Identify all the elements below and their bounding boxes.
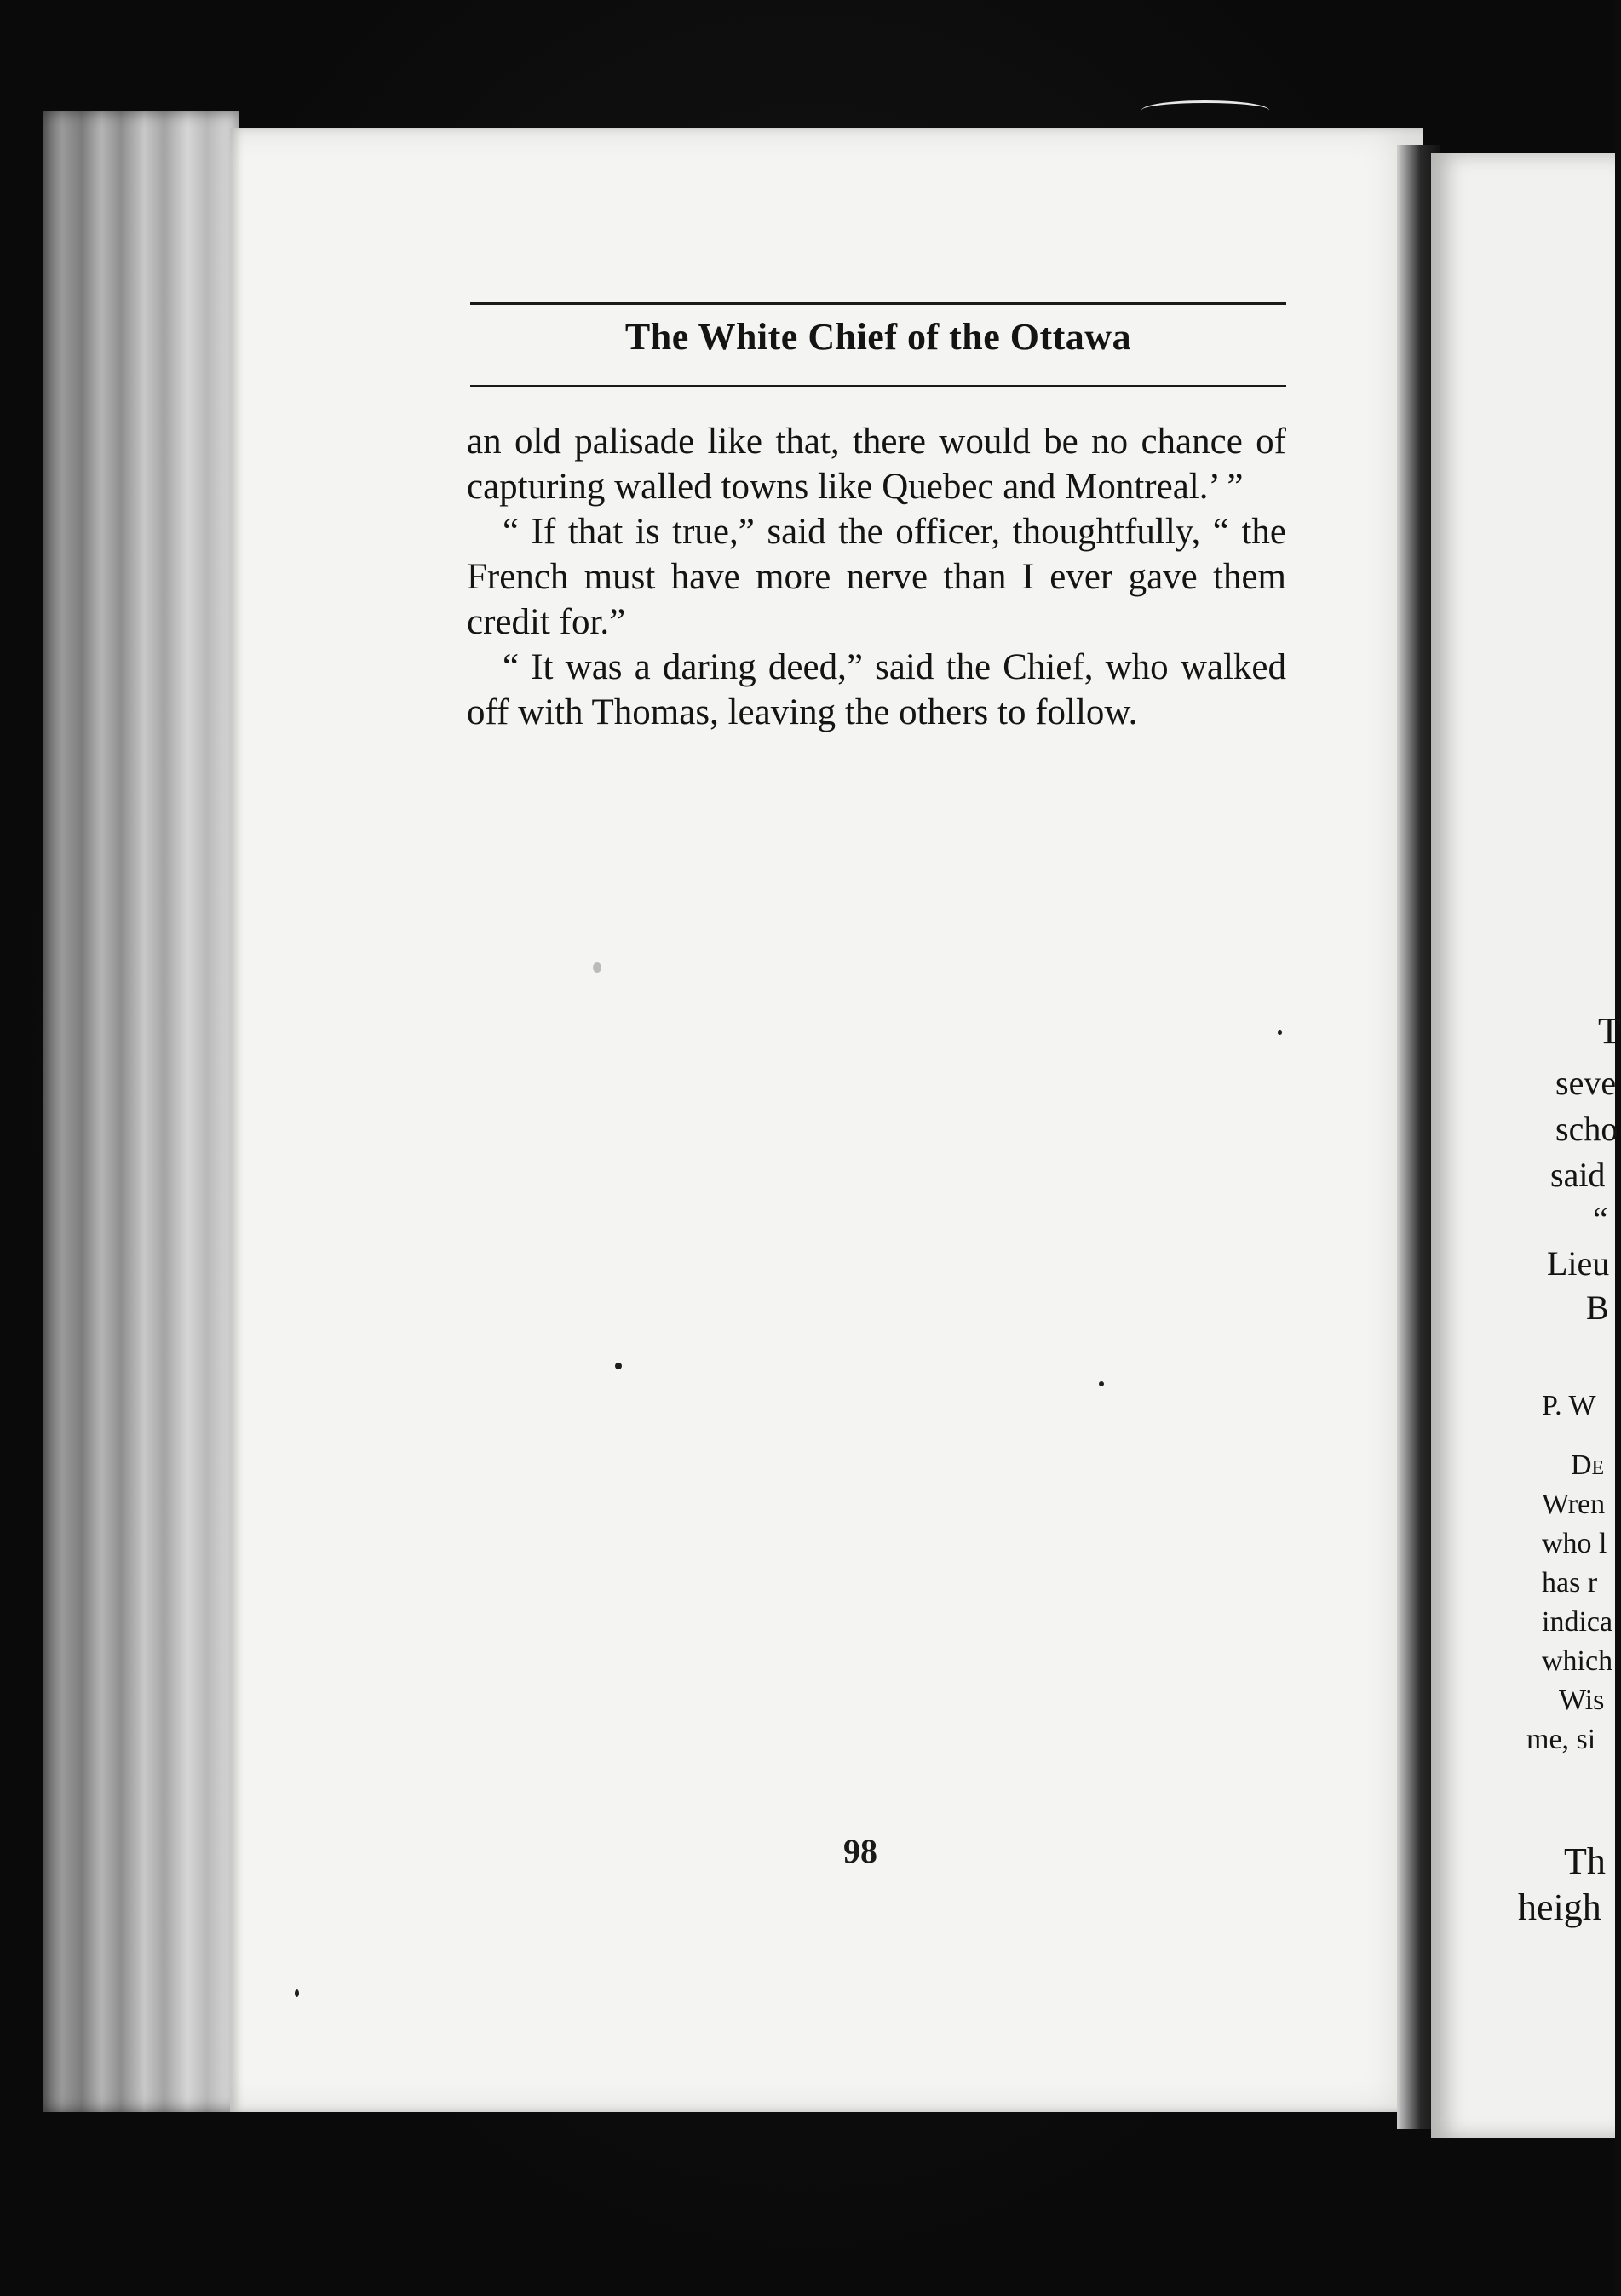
body-text bbox=[467, 419, 1286, 735]
header-rule-top bbox=[470, 302, 1286, 305]
right-page-fragment: said bbox=[1550, 1156, 1606, 1194]
page-number: 98 bbox=[843, 1832, 877, 1870]
dust-speck bbox=[1278, 1030, 1282, 1035]
right-page-fragment: me, si bbox=[1526, 1724, 1596, 1755]
right-page-fragment: De bbox=[1571, 1449, 1605, 1481]
right-page-fragment: “ bbox=[1593, 1200, 1608, 1238]
header-rule-bottom bbox=[470, 385, 1286, 387]
page-edge-stack bbox=[43, 111, 239, 2112]
right-page-fragment: who l bbox=[1542, 1528, 1607, 1559]
right-page-fragment: T bbox=[1598, 1010, 1621, 1052]
dust-speck bbox=[615, 1363, 622, 1369]
dust-speck bbox=[1099, 1381, 1104, 1386]
right-page-fragment: Wren bbox=[1542, 1489, 1606, 1520]
running-head: The White Chief of the Ottawa bbox=[624, 316, 1132, 358]
paragraph: “ If that is true,” said the officer, thoughtfully, “ the French must have more nerve than I ever gave them credit for.” bbox=[467, 512, 1286, 642]
right-page-fragment: indica bbox=[1542, 1606, 1613, 1638]
paragraph: “ It was a daring deed,” said the Chief, who walked off with Thomas, leaving the others to follow. bbox=[467, 647, 1286, 732]
paragraph: an old palisade like that, there would be no chance of capturing walled towns like Quebec and Montreal.’ ” bbox=[467, 422, 1286, 507]
right-page-fragment: B bbox=[1586, 1289, 1609, 1327]
dust-speck bbox=[593, 962, 601, 973]
right-page-fragment: Wis bbox=[1559, 1685, 1605, 1716]
right-page-fragment: Th bbox=[1564, 1840, 1606, 1882]
right-page-fragment: which bbox=[1542, 1645, 1613, 1677]
right-page-fragment: seve bbox=[1555, 1064, 1617, 1102]
right-page-fragment: has r bbox=[1542, 1567, 1598, 1599]
right-page-fragment: heigh bbox=[1518, 1886, 1601, 1928]
dust-speck bbox=[295, 1989, 299, 1997]
right-page-fragment: P. W bbox=[1542, 1390, 1596, 1421]
film-scratch bbox=[1141, 100, 1269, 120]
right-page-fragment: Lieu bbox=[1547, 1244, 1610, 1283]
right-page-fragment: scho bbox=[1555, 1110, 1618, 1148]
right-page bbox=[1431, 153, 1621, 2138]
